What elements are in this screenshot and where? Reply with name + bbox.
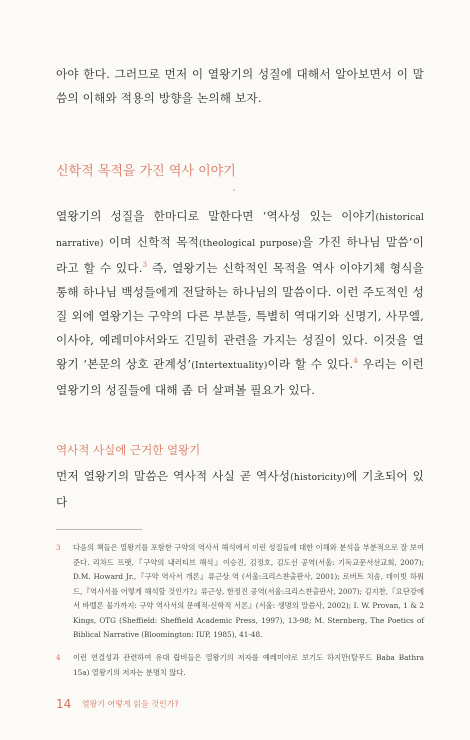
running-title: 열왕기 어떻게 읽을 것인가? [81,699,179,709]
footnote-number: 3 [56,543,61,552]
footnote-ref-3[interactable]: 3 [142,261,148,270]
section1-term-historical-narrative: (historical narrative) [56,213,424,249]
footnote-text: 이런 연결성과 관련하여 유대 랍비들은 열왕기의 저자를 예레미야로 보기도 하지만(탈무드 Baba Bathra 15a) 열왕기의 저자는 분명치 않다. [73,653,424,677]
footnote-ref-4[interactable]: 4 [353,357,358,366]
footnote-3 [56,541,424,643]
intro-text: 아야 한다. 그러므로 먼저 이 열왕기의 성질에 대해서 알아보면서 이 말씀의 이해와 적용의 방향을 논의해 보자. [56,67,424,105]
footnote-number: 4 [56,653,61,662]
section1-text-c: 을 가진 하나님 말씀’이라고 할 수 있다. [56,235,424,275]
section2-term-historicity: (historicity) [290,473,346,483]
footnote-divider [56,529,142,530]
section1-text-b: 이며 신학적 목적 [103,235,200,249]
section-heading-historical-fact: 역사적 사실에 근거한 열왕기 [56,443,201,457]
section1-term-theological-purpose: (theological purpose) [199,239,302,249]
page-number: 14 [56,697,72,711]
decorative-dot [233,189,235,191]
section1-paragraph [56,204,424,402]
section-heading-theological-history: 신학적 목적을 가진 역사 이야기 [56,164,236,179]
intro-paragraph [56,62,424,110]
page-footer [56,697,179,711]
section2-text-b: 에 기초되어 있다 [56,469,424,509]
section2-text-a: 먼저 열왕기의 말씀은 역사적 사실 곧 역사성 [56,469,291,483]
section1-text-e: 이라 할 수 있다. [267,357,354,371]
section1-text-d: 즉, 열왕기는 신학적인 목적을 역사 이야기체 형식을 통해 하나님 백성들에게 전달하는 하나님의 말씀이다. 이런 주도적인 성질 외에 열왕기는 구약의 다른 부분들, 특별히 역대기와 신명기, 사무엘, 이사야, 예레미야서와도 긴밀히 관련을 가지는 성질이 있다. 이것을 열왕기 ‘본문의 상호 관계성’ [56,261,424,371]
footnote-4 [56,651,424,680]
footnote-text: 다음의 책들은 열왕기를 포함한 구약의 역사서 해석에서 이런 성질들에 대한 이해와 분석을 부분적으로 잘 보여준다. 리차드 프랫,『구약의 내러티브 해석』이승진, 김정호, 김도선 공역(서울: 기독교문서선교회, 2007); D.M. Howard Jr.,『구약 역사서 개론』류근상 역 (서울:크리스챤출판사, 2001); 로버트 치솜, 데이빗 하워드,『역사서를 어떻게 해석할 것인가?』류근상, 한정진 공역(서울:크리스챤출판사, 2007); 김지찬,『요단강에서 바벨론 물가까지: 구약 역사서의 문예적-신학적 서론』(서울: 생명의 말씀사, 2002); I. W. Provan, 1 & 2 Kings, OTG (Sheffield: Sheffield Academic Press, 1997), 13-98; M. Sternberg, The Poetics of Biblical Narrative (Bloomington: IUP, 1985), 41-48. [73,543,424,639]
section1-text-a: 열왕기의 성질을 한마디로 말한다면 ‘역사성 있는 이야기 [56,209,376,223]
section2-paragraph [56,464,424,514]
section1-text-f: 우리는 이런 열왕기의 성질들에 대해 좀 더 살펴볼 필요가 있다. [56,357,424,397]
section1-term-intertextuality: (Intertextuality) [191,361,268,371]
